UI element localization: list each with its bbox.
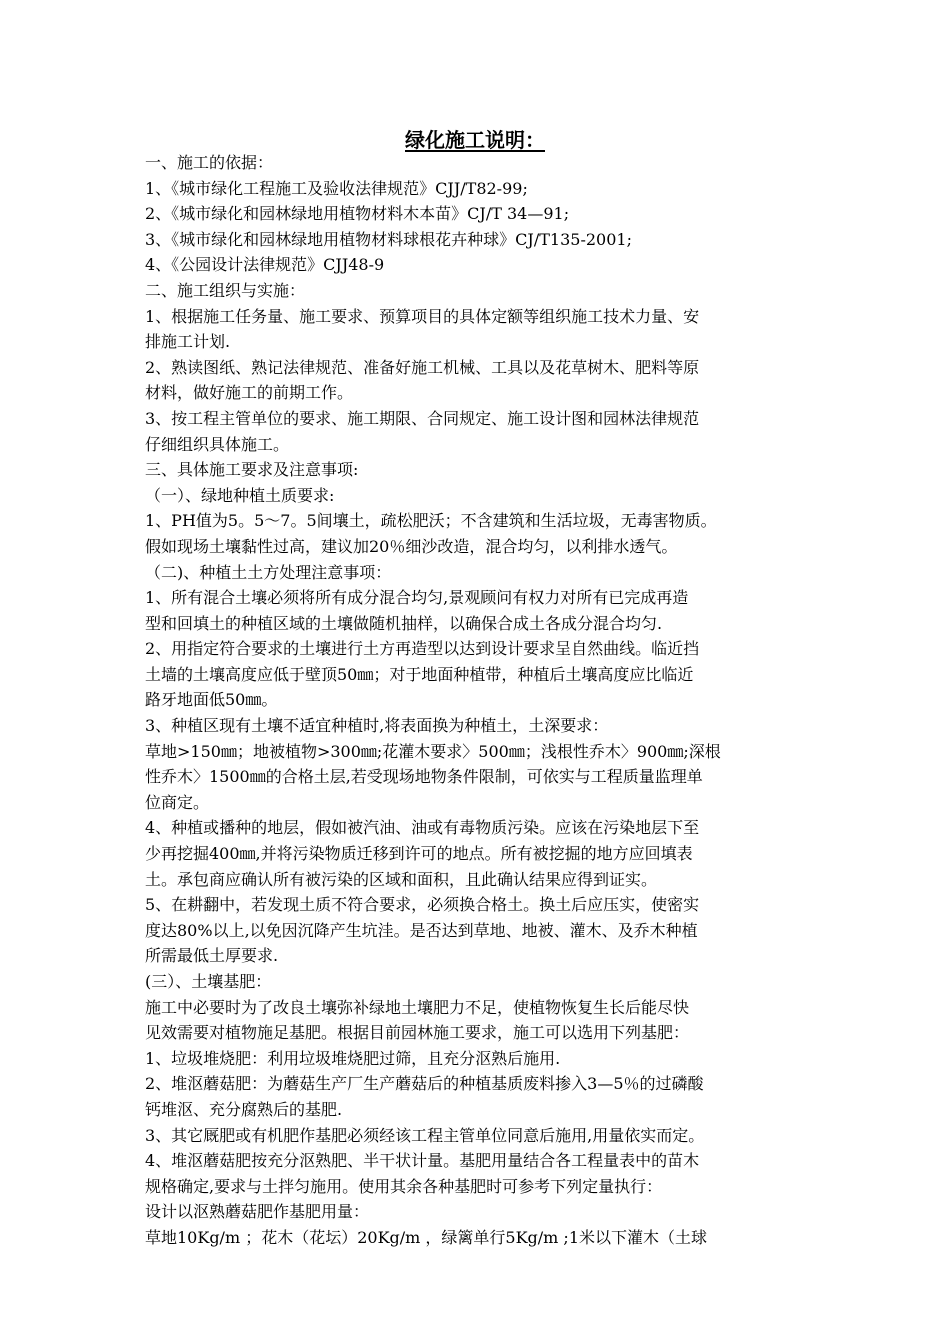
text-line: 3、其它厩肥或有机肥作基肥必须经该工程主管单位同意后施用,用量依实而定。 xyxy=(145,1125,705,1145)
text-line: 1、PH值为5。5～7。5间壤土，疏松肥沃；不含建筑和生活垃圾，无毒害物质。 xyxy=(145,511,717,531)
text-line: 三、具体施工要求及注意事项: xyxy=(145,460,359,480)
text-line: 2、《城市绿化和园林绿地用植物材料木本苗》CJ/T 34—91; xyxy=(145,204,570,224)
text-line: 位商定。 xyxy=(145,792,210,812)
text-line: 1、《城市绿化工程施工及验收法律规范》CJJ/T82-99; xyxy=(145,178,528,198)
text-line: 少再挖掘400㎜,并将污染物质迁移到许可的地点。所有被挖掘的地方应回填表 xyxy=(145,844,693,864)
text-line: 钙堆沤、充分腐熟后的基肥. xyxy=(145,1099,343,1119)
text-line: 3、按工程主管单位的要求、施工期限、合同规定、施工设计图和园林法律规范 xyxy=(145,408,700,428)
text-line: 5、在耕翻中，若发现土质不符合要求，必须换合格土。换土后应压实，使密实 xyxy=(145,895,700,915)
text-line: （二)、种植土土方处理注意事项： xyxy=(145,562,392,582)
text-line: 性乔木〉1500㎜的合格土层,若受现场地物条件限制，可依实与工程质量监理单 xyxy=(145,767,703,787)
text-line: （一）、绿地种植土质要求: xyxy=(145,485,335,505)
text-line: 见效需要对植物施足基肥。根据目前园林施工要求，施工可以选用下列基肥： xyxy=(145,1023,690,1043)
text-line: 土。承包商应确认所有被污染的区域和面积，且此确认结果应得到证实。 xyxy=(145,869,658,889)
document-title: 绿化施工说明： xyxy=(405,128,545,152)
text-line: 一、施工的依据： xyxy=(145,153,274,172)
text-line: 设计以沤熟蘑菇肥作基肥用量： xyxy=(145,1202,370,1222)
text-line: 仔细组织具体施工。 xyxy=(145,434,290,454)
text-line: 型和回填土的种植区域的土壤做随机抽样，以确保合成土各成分混合均匀. xyxy=(145,613,663,633)
text-line: 草地>150㎜；地被植物>300㎜;花灌木要求〉500㎜；浅根性乔木〉900㎜;深根 xyxy=(145,741,721,761)
text-line: 4、堆沤蘑菇肥按充分沤熟肥、半干状计量。基肥用量结合各工程量表中的苗木 xyxy=(145,1151,700,1171)
text-line: 2、熟读图纸、熟记法律规范、准备好施工机械、工具以及花草树木、肥料等原 xyxy=(145,357,700,377)
text-line: 规格确定,要求与土拌匀施用。使用其余各种基肥时可参考下列定量执行： xyxy=(145,1176,663,1196)
text-line: 二、施工组织与实施： xyxy=(145,280,306,300)
text-line: 度达80%以上,以免因沉降产生坑洼。是否达到草地、地被、灌木、及乔木种植 xyxy=(145,920,698,940)
text-line: 材料，做好施工的前期工作。 xyxy=(145,383,354,403)
text-line: 2、用指定符合要求的土壤进行土方再造型以达到设计要求呈自然曲线。临近挡 xyxy=(145,639,700,659)
text-line: 3、种植区现有土壤不适宜种植时,将表面换为种植土，土深要求： xyxy=(145,716,609,736)
text-line: 所需最低土厚要求. xyxy=(145,946,279,966)
document-body xyxy=(145,150,815,1251)
text-line: 1、根据施工任务量、施工要求、预算项目的具体定额等组织施工技术力量、安 xyxy=(145,306,700,326)
text-line: 1、所有混合土壤必须将所有成分混合均匀,景观顾问有权力对所有已完成再造 xyxy=(145,588,689,608)
text-line: 土墙的土壤高度应低于壁顶50㎜；对于地面种植带，种植后土壤高度应比临近 xyxy=(145,664,694,684)
text-line: 3、《城市绿化和园林绿地用植物材料球根花卉种球》CJ/T135-2001; xyxy=(145,229,632,249)
text-line: 排施工计划. xyxy=(145,332,231,352)
text-line: 2、堆沤蘑菇肥：为蘑菇生产厂生产蘑菇后的种植基质废料掺入3—5％的过磷酸 xyxy=(145,1074,704,1094)
text-line: 假如现场土壤黏性过高，建议加20％细沙改造，混合均匀，以利排水透气。 xyxy=(145,536,678,556)
text-line: (三）、土壤基肥： xyxy=(145,972,272,991)
text-line: 4、《公园设计法律规范》CJJ48-9 xyxy=(145,255,385,275)
text-line: 路牙地面低50㎜。 xyxy=(145,690,278,710)
text-line: 施工中必要时为了改良土壤弥补绿地土壤肥力不足，使植物恢复生长后能尽快 xyxy=(145,997,690,1017)
text-line: 1、垃圾堆烧肥：利用垃圾堆烧肥过筛，且充分沤熟后施用. xyxy=(145,1048,561,1068)
text-line: 草地10Kg/m ；花木（花坛）20Kg/m ，绿篱单行5Kg/m ;1米以下灌木（土球 xyxy=(145,1227,708,1247)
text-line: 4、种植或播种的地层，假如被汽油、油或有毒物质污染。应该在污染地层下至 xyxy=(145,818,700,838)
